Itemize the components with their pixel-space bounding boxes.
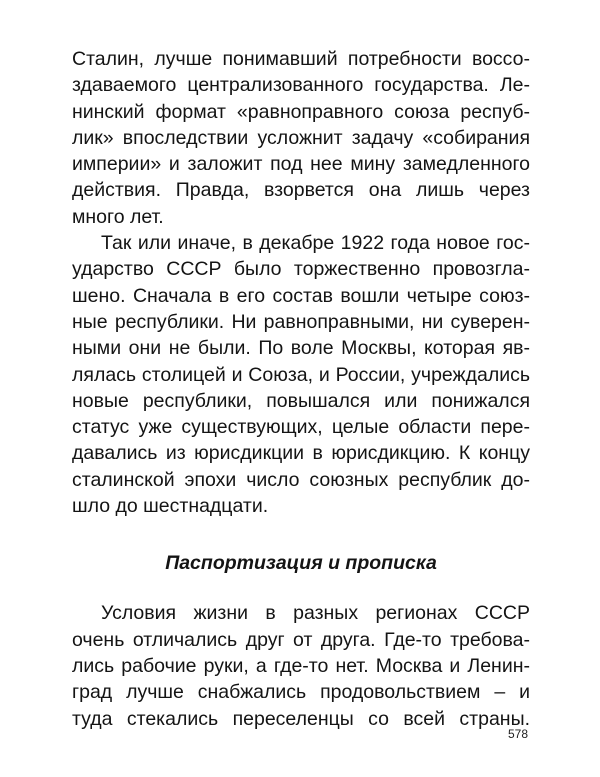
paragraph-line: лик» впоследствии усложнит задачу «собирания bbox=[72, 126, 530, 149]
paragraph-line: давались из юрисдикции в юрисдикцию. К концу bbox=[72, 442, 530, 465]
paragraph-line: Условия жизни в разных регионах СССР bbox=[101, 602, 530, 625]
paragraph-2 bbox=[72, 230, 530, 519]
paragraph-line: град лучше снабжались продовольствием – и bbox=[72, 681, 530, 704]
paragraph-line: ударство СССР было торжественно провозгла- bbox=[72, 258, 530, 281]
paragraph-line: Так или иначе, в декабре 1922 года новое гос- bbox=[101, 232, 530, 255]
paragraph-line: ными они не были. По воле Москвы, которая яв- bbox=[72, 337, 530, 360]
page-number: 578 bbox=[507, 727, 528, 741]
paragraph-line: туда стекались переселенцы со всей страны. bbox=[72, 707, 530, 730]
paragraph-line: Сталин, лучше понимавший потребности воссо- bbox=[72, 48, 530, 70]
paragraph-line: шло до шестнадцати. bbox=[72, 495, 269, 518]
document-page bbox=[72, 46, 530, 732]
paragraph-line: шено. Сначала в его состав вошли четыре союз- bbox=[72, 284, 530, 307]
paragraph-line: лись рабочие руки, а где-то нет. Москва и Ленин- bbox=[72, 654, 530, 677]
paragraph-line: империи» и заложит под нее мину замедленного bbox=[72, 153, 530, 176]
paragraph-line: новые республики, повышался или понижался bbox=[72, 389, 530, 412]
paragraph-line: действия. Правда, взорвется она лишь через bbox=[72, 179, 530, 202]
paragraph-line: статус уже существующих, целые области пере- bbox=[72, 416, 530, 439]
paragraph-line: очень отличались друг от друга. Где-то требова- bbox=[72, 628, 530, 651]
paragraph-3 bbox=[72, 600, 530, 731]
paragraph-line: сталинской эпохи число союзных республик до- bbox=[72, 468, 530, 491]
paragraph-line: нинский формат «равноправного союза респуб- bbox=[72, 100, 530, 123]
section-heading: Паспортизация и прописка bbox=[165, 552, 437, 575]
paragraph-line: ные республики. Ни равноправными, ни суверен- bbox=[72, 310, 530, 333]
paragraph-line: здаваемого централизованного государства. Ле- bbox=[72, 74, 530, 97]
paragraph-1 bbox=[72, 46, 530, 230]
paragraph-line: лялась столицей и Союза, и России, учреждались bbox=[72, 363, 530, 386]
paragraph-line: много лет. bbox=[72, 205, 164, 228]
